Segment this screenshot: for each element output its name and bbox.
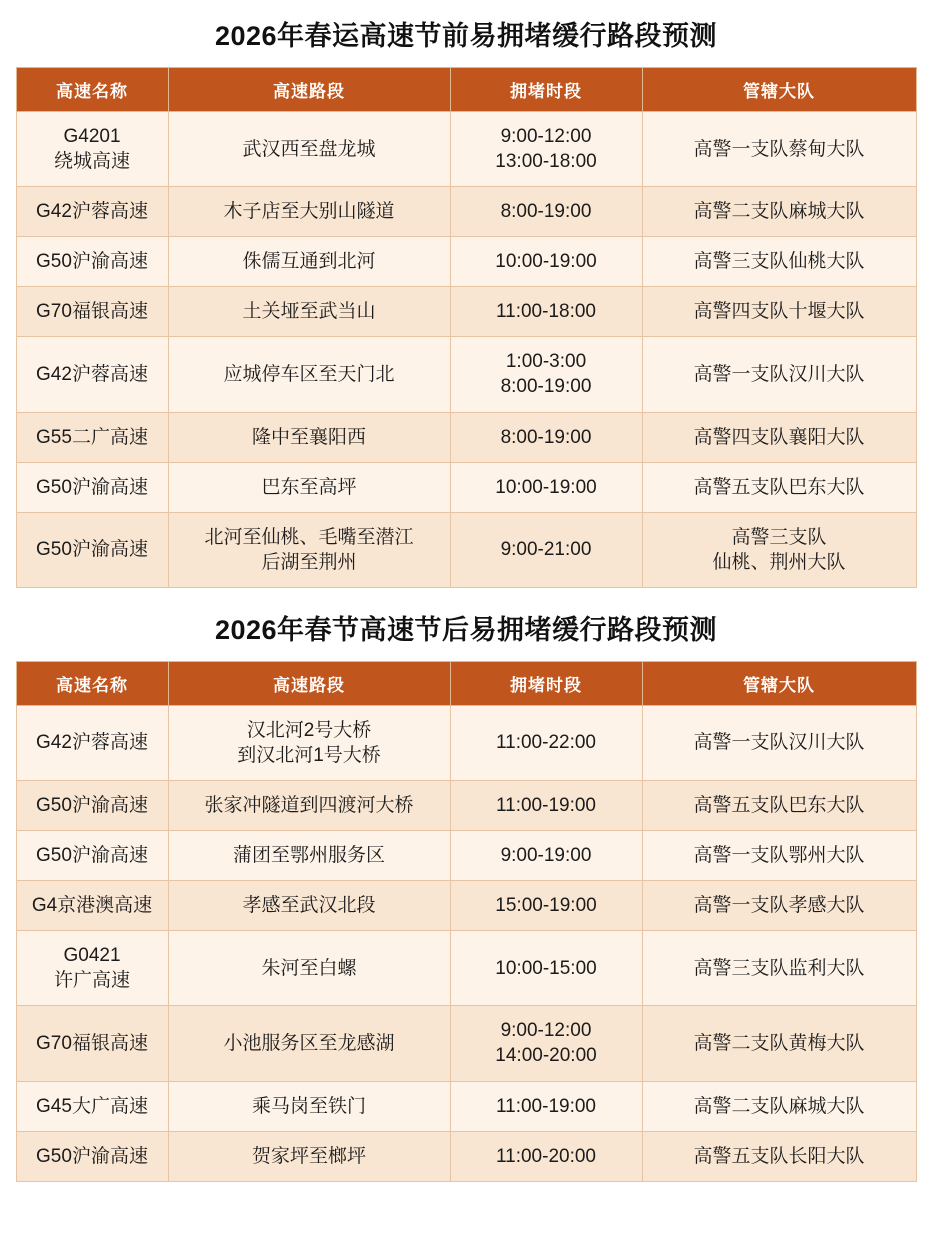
congestion-time [450, 1081, 642, 1131]
highway-segment-line: 武汉西至盘龙城 [242, 138, 376, 160]
patrol-unit [642, 881, 916, 931]
table-row [16, 287, 916, 337]
congestion-time-line: 15:00-19:00 [495, 895, 597, 917]
congestion-time-line: 9:00-12:00 [500, 1020, 592, 1042]
highway-segment-line: 北河至仙桃、毛嘴至潜江 [204, 526, 414, 548]
highway-segment [168, 237, 450, 287]
congestion-time [450, 337, 642, 412]
highway-segment-line: 蒲团至鄂州服务区 [232, 845, 385, 867]
column-header: 高速名称 [16, 68, 168, 112]
table-row [16, 112, 916, 187]
table-row [16, 412, 916, 462]
highway-name [16, 705, 168, 780]
highway-name-line: G70福银高速 [36, 1032, 148, 1054]
patrol-unit-line: 高警二支队黄梅大队 [693, 1032, 865, 1054]
highway-name [16, 931, 168, 1006]
table-row [16, 512, 916, 587]
highway-name [16, 112, 168, 187]
patrol-unit-line: 高警一支队鄂州大队 [693, 845, 865, 867]
highway-name [16, 237, 168, 287]
table-row [16, 337, 916, 412]
congestion-time-line: 11:00-18:00 [495, 301, 596, 323]
congestion-time-line: 8:00-19:00 [500, 426, 592, 448]
highway-segment [168, 931, 450, 1006]
congestion-time [450, 512, 642, 587]
patrol-unit [642, 1131, 916, 1181]
highway-segment [168, 112, 450, 187]
highway-segment-line: 木子店至大别山隧道 [223, 201, 395, 223]
column-header: 管辖大队 [642, 661, 916, 705]
column-header: 拥堵时段 [450, 661, 642, 705]
highway-name [16, 462, 168, 512]
highway-segment-line: 小池服务区至龙感湖 [223, 1032, 395, 1054]
patrol-unit-line: 高警五支队长阳大队 [693, 1145, 865, 1167]
highway-name-line: G55二广高速 [36, 426, 148, 448]
congestion-time-line: 10:00-15:00 [495, 957, 597, 979]
patrol-unit [642, 412, 916, 462]
patrol-unit-line: 高警五支队巴东大队 [693, 476, 865, 498]
highway-name-line: G50沪渝高速 [36, 539, 148, 561]
highway-segment-line: 后湖至荆州 [261, 551, 357, 573]
patrol-unit-line: 高警五支队巴东大队 [693, 795, 865, 817]
patrol-unit-line: 高警三支队 [731, 526, 827, 548]
forecast-table [16, 661, 917, 1182]
highway-name [16, 337, 168, 412]
highway-segment-line: 汉北河2号大桥 [246, 719, 372, 741]
patrol-unit-line: 高警一支队汉川大队 [693, 732, 865, 754]
highway-name [16, 412, 168, 462]
section-title: 2026年春节高速节后易拥堵缓行路段预测 [0, 594, 932, 661]
congestion-time [450, 705, 642, 780]
patrol-unit [642, 1081, 916, 1131]
patrol-unit [642, 337, 916, 412]
table-row [16, 705, 916, 780]
patrol-unit [642, 187, 916, 237]
highway-segment-line: 土关垭至武当山 [242, 301, 376, 323]
table-header-row [16, 68, 916, 112]
column-header: 高速名称 [16, 661, 168, 705]
congestion-time [450, 1006, 642, 1081]
highway-segment-line: 朱河至白螺 [261, 957, 357, 979]
column-header: 高速路段 [168, 661, 450, 705]
highway-name [16, 1131, 168, 1181]
congestion-time-line: 8:00-19:00 [500, 201, 592, 223]
patrol-unit [642, 1006, 916, 1081]
highway-segment [168, 781, 450, 831]
congestion-time-line: 11:00-20:00 [495, 1145, 596, 1167]
table-header-row [16, 661, 916, 705]
congestion-time [450, 831, 642, 881]
column-header: 高速路段 [168, 68, 450, 112]
congestion-time [450, 237, 642, 287]
highway-name-line: G42沪蓉高速 [36, 363, 148, 385]
highway-name-line: G70福银高速 [36, 301, 148, 323]
patrol-unit-line: 高警四支队十堰大队 [693, 301, 865, 323]
congestion-time-line: 8:00-19:00 [500, 376, 592, 398]
highway-name-line: G45大广高速 [36, 1095, 148, 1117]
patrol-unit [642, 112, 916, 187]
highway-segment-line: 侏儒互通到北河 [242, 251, 376, 273]
patrol-unit [642, 781, 916, 831]
patrol-unit-line: 高警二支队麻城大队 [693, 1095, 865, 1117]
highway-name [16, 187, 168, 237]
congestion-time [450, 1131, 642, 1181]
highway-name [16, 781, 168, 831]
congestion-time-line: 9:00-12:00 [500, 126, 592, 147]
congestion-time-line: 10:00-19:00 [495, 251, 597, 273]
congestion-time [450, 112, 642, 187]
highway-segment-line: 贺家坪至榔坪 [251, 1145, 366, 1167]
congestion-time-line: 14:00-20:00 [495, 1045, 597, 1067]
highway-name-line: 许广高速 [53, 970, 130, 992]
patrol-unit-line: 仙桃、荆州大队 [712, 551, 846, 573]
patrol-unit [642, 462, 916, 512]
table-row [16, 462, 916, 512]
highway-name-line: G50沪渝高速 [36, 476, 148, 498]
congestion-time-line: 13:00-18:00 [495, 151, 597, 173]
highway-name-line: G0421 [63, 945, 121, 967]
highway-name [16, 881, 168, 931]
highway-name-line: G50沪渝高速 [36, 1145, 148, 1167]
highway-name-line: G50沪渝高速 [36, 845, 148, 867]
highway-segment [168, 1131, 450, 1181]
table-row [16, 1006, 916, 1081]
congestion-time-line: 11:00-19:00 [495, 795, 596, 817]
highway-name [16, 512, 168, 587]
table-row [16, 1081, 916, 1131]
highway-name-line: 绕城高速 [53, 151, 130, 173]
highway-name-line: G50沪渝高速 [36, 795, 148, 817]
highway-name [16, 287, 168, 337]
table-row [16, 781, 916, 831]
highway-segment [168, 337, 450, 412]
highway-segment-line: 到汉北河1号大桥 [237, 744, 381, 766]
patrol-unit [642, 831, 916, 881]
highway-segment-line: 巴东至高坪 [261, 476, 357, 498]
highway-name [16, 1006, 168, 1081]
column-header: 拥堵时段 [450, 68, 642, 112]
highway-name-line: G4京港澳高速 [31, 895, 153, 917]
table-row [16, 1131, 916, 1181]
highway-name-line: G50沪渝高速 [36, 251, 148, 273]
congestion-time-line: 11:00-22:00 [495, 732, 596, 754]
table-row [16, 931, 916, 1006]
highway-segment [168, 1081, 450, 1131]
congestion-time-line: 10:00-19:00 [495, 476, 597, 498]
table-row [16, 831, 916, 881]
congestion-time [450, 781, 642, 831]
congestion-time [450, 462, 642, 512]
highway-segment [168, 512, 450, 587]
patrol-unit [642, 237, 916, 287]
highway-segment [168, 1006, 450, 1081]
column-header: 管辖大队 [642, 68, 916, 112]
congestion-time [450, 881, 642, 931]
congestion-time-line: 11:00-19:00 [495, 1095, 596, 1117]
highway-name-line: G42沪蓉高速 [36, 201, 148, 223]
table-row [16, 881, 916, 931]
congestion-time [450, 412, 642, 462]
highway-name [16, 1081, 168, 1131]
highway-segment [168, 412, 450, 462]
patrol-unit-line: 高警四支队襄阳大队 [693, 426, 865, 448]
highway-segment-line: 隆中至襄阳西 [251, 426, 366, 448]
highway-segment [168, 881, 450, 931]
highway-segment [168, 705, 450, 780]
section-spacer [0, 1182, 932, 1188]
patrol-unit-line: 高警三支队监利大队 [693, 957, 865, 979]
highway-segment [168, 187, 450, 237]
congestion-time [450, 931, 642, 1006]
congestion-time-line: 9:00-19:00 [500, 845, 592, 867]
patrol-unit-line: 高警二支队麻城大队 [693, 201, 865, 223]
highway-name-line: G4201 [63, 126, 121, 147]
highway-name [16, 831, 168, 881]
patrol-unit-line: 高警一支队蔡甸大队 [693, 138, 865, 160]
highway-segment [168, 462, 450, 512]
congestion-time [450, 287, 642, 337]
patrol-unit [642, 287, 916, 337]
highway-segment-line: 张家冲隧道到四渡河大桥 [204, 795, 414, 817]
patrol-unit [642, 705, 916, 780]
table-row [16, 237, 916, 287]
highway-segment-line: 应城停车区至天门北 [223, 363, 395, 385]
section-title: 2026年春运高速节前易拥堵缓行路段预测 [0, 0, 932, 67]
patrol-unit [642, 931, 916, 1006]
congestion-time-line: 9:00-21:00 [500, 539, 592, 561]
highway-segment-line: 乘马岗至铁门 [251, 1095, 366, 1117]
patrol-unit-line: 高警一支队汉川大队 [693, 363, 865, 385]
patrol-unit-line: 高警一支队孝感大队 [693, 895, 865, 917]
highway-name-line: G42沪蓉高速 [36, 732, 148, 754]
congestion-time-line: 1:00-3:00 [505, 351, 587, 373]
patrol-unit [642, 512, 916, 587]
congestion-time [450, 187, 642, 237]
highway-segment [168, 287, 450, 337]
highway-segment [168, 831, 450, 881]
forecast-section [0, 0, 932, 594]
table-row [16, 187, 916, 237]
highway-segment-line: 孝感至武汉北段 [242, 895, 376, 917]
patrol-unit-line: 高警三支队仙桃大队 [693, 251, 865, 273]
forecast-table [16, 67, 917, 588]
forecast-section [0, 594, 932, 1188]
